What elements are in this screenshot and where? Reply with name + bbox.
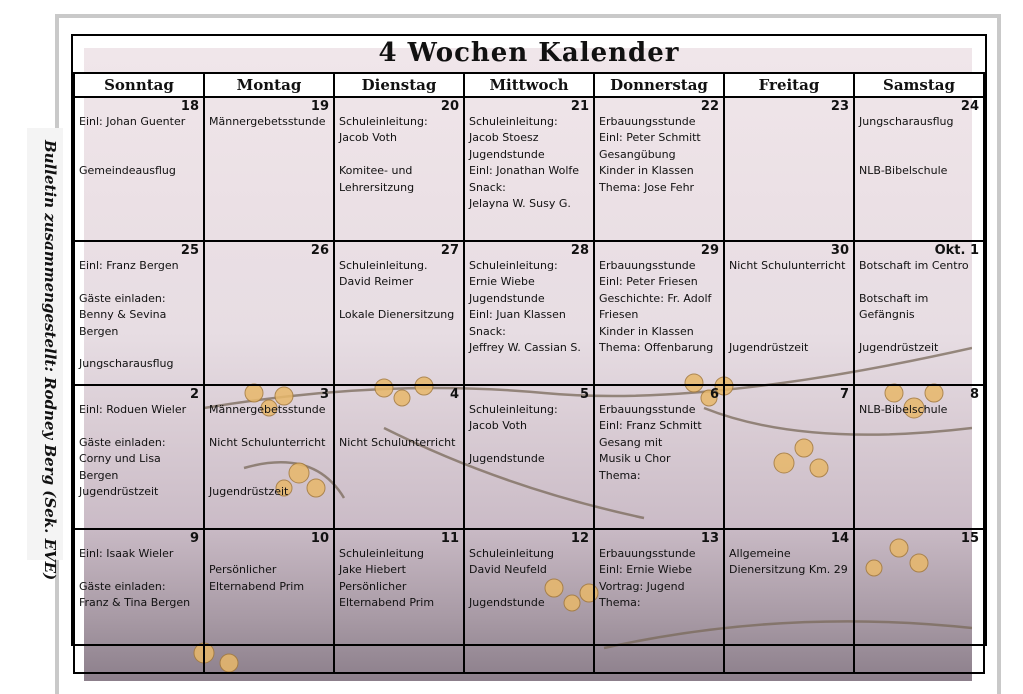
event-line: Gesangübung — [599, 147, 676, 161]
event-line: Einl: Roduen Wieler — [79, 403, 187, 416]
day-number: 4 — [449, 387, 459, 402]
day-cell — [464, 97, 594, 241]
event-line — [209, 468, 329, 484]
event-line: Einl: Isaak Wieler — [79, 547, 174, 560]
day-number: 14 — [830, 531, 849, 546]
day-cell — [594, 241, 724, 385]
calendar-body — [74, 97, 984, 673]
day-number: 19 — [310, 99, 329, 114]
event-line: Elternabend Prim — [339, 596, 435, 610]
event-line: David Neufeld — [469, 563, 547, 577]
weekday-header: Montag — [204, 73, 334, 97]
event-line: NLB-Bibelschule — [859, 164, 948, 178]
event-line: Komitee- und — [339, 164, 413, 178]
day-number: 22 — [700, 99, 719, 114]
day-cell — [74, 385, 204, 529]
event-line: Jugendrüstzeit — [859, 341, 939, 354]
day-number: 25 — [180, 243, 199, 258]
event-line: Einl: Peter Schmitt — [599, 131, 701, 145]
week-row — [74, 241, 984, 385]
day-number: 6 — [709, 387, 719, 402]
event-line: Persönlicher — [339, 579, 407, 593]
event-line: Thema: — [599, 468, 641, 482]
day-cell — [74, 529, 204, 673]
day-cell — [854, 529, 984, 673]
day-number: Okt. 1 — [934, 243, 979, 258]
event-line: Snack: — [469, 324, 506, 338]
event-line: Bergen — [79, 468, 119, 482]
event-line: Botschaft im Centro — [859, 259, 969, 272]
event-line: Ernie Wiebe — [469, 275, 535, 289]
day-cell — [594, 529, 724, 673]
day-number: 30 — [830, 243, 849, 258]
day-number: 20 — [440, 99, 459, 114]
day-cell — [464, 241, 594, 385]
event-line: Botschaft im — [859, 291, 929, 305]
event-line: Erbauungsstunde — [599, 547, 696, 560]
event-line — [729, 307, 849, 323]
event-line: Jacob Stoesz — [469, 131, 539, 145]
event-line: Schuleinleitung: — [469, 115, 558, 128]
event-line: Nicht Schulunterricht — [209, 435, 326, 449]
calendar — [71, 34, 987, 646]
day-cell — [724, 529, 854, 673]
event-line: Jacob Voth — [339, 131, 397, 145]
event-line: Männergebetsstunde — [209, 403, 326, 416]
event-line: Gesang mit — [599, 435, 663, 449]
event-line: Lokale Dienersitzung — [339, 308, 455, 322]
event-line: Jungscharausflug — [859, 115, 954, 128]
day-number: 7 — [839, 387, 849, 402]
day-number: 9 — [189, 531, 199, 546]
day-cell — [334, 97, 464, 241]
event-line — [859, 274, 979, 290]
day-cell — [204, 97, 334, 241]
weekday-header: Donnerstag — [594, 73, 724, 97]
event-line: Geschichte: Fr. Adolf — [599, 291, 712, 305]
weekday-header: Dienstag — [334, 73, 464, 97]
event-line — [79, 274, 199, 290]
event-line: Schuleinleitung — [339, 547, 424, 560]
event-line: Jugendstunde — [469, 147, 545, 161]
day-cell — [464, 529, 594, 673]
event-line — [209, 418, 329, 434]
event-line: Einl: Franz Schmitt — [599, 419, 702, 433]
day-number: 12 — [570, 531, 589, 546]
weekday-header-row — [74, 73, 984, 97]
event-line: Männergebetsstunde — [209, 115, 326, 128]
day-cell — [854, 97, 984, 241]
event-line — [339, 418, 459, 434]
event-line: Vortrag: Jugend — [599, 579, 685, 593]
calendar-title: 4 Wochen Kalender — [378, 38, 680, 68]
event-line: Einl: Juan Klassen — [469, 308, 566, 322]
event-line: Nicht Schulunterricht — [339, 435, 456, 449]
event-line: Gäste einladen: — [79, 291, 166, 305]
event-line: Jeffrey W. Cassian S. — [469, 341, 581, 355]
event-line: Schuleinleitung: — [469, 403, 558, 416]
event-line: Thema: Offenbarung — [599, 341, 714, 355]
event-line: Jungscharausflug — [79, 357, 174, 371]
event-line — [79, 340, 199, 356]
day-cell — [594, 97, 724, 241]
day-number: 29 — [700, 243, 719, 258]
day-cell — [334, 241, 464, 385]
event-line: Erbauungsstunde — [599, 259, 696, 272]
event-line — [729, 291, 849, 307]
event-line: Einl: Ernie Wiebe — [599, 563, 693, 577]
day-number: 11 — [440, 531, 459, 546]
event-line: Erbauungsstunde — [599, 403, 696, 416]
event-line: Einl: Franz Bergen — [79, 259, 179, 272]
event-line: Jugendstunde — [469, 596, 545, 610]
event-line — [859, 130, 979, 146]
day-number: 27 — [440, 243, 459, 258]
event-line — [729, 324, 849, 340]
event-line — [859, 324, 979, 340]
day-cell — [74, 241, 204, 385]
event-line — [469, 435, 589, 451]
weekday-header: Freitag — [724, 73, 854, 97]
event-line — [339, 402, 459, 418]
event-line: Benny & Sevina — [79, 308, 167, 322]
event-line: Kinder in Klassen — [599, 164, 694, 178]
day-number: 13 — [700, 531, 719, 546]
day-cell — [854, 241, 984, 385]
event-line — [79, 147, 199, 163]
event-line — [209, 451, 329, 467]
day-number: 28 — [570, 243, 589, 258]
day-number: 8 — [969, 387, 979, 402]
event-line: Jugendstunde — [469, 291, 545, 305]
event-line: Schuleinleitung — [469, 547, 554, 560]
event-line — [469, 579, 589, 595]
event-line: David Reimer — [339, 275, 414, 289]
event-line: Dienersitzung Km. 29 — [729, 563, 848, 577]
event-line: Persönlicher — [209, 563, 277, 577]
week-row — [74, 529, 984, 673]
day-number: 5 — [579, 387, 589, 402]
event-line — [729, 274, 849, 290]
day-number: 2 — [189, 387, 199, 402]
event-line: Musik u Chor — [599, 452, 671, 466]
event-line: Jugendrüstzeit — [209, 484, 289, 498]
weekday-header: Samstag — [854, 73, 984, 97]
event-line — [79, 562, 199, 578]
event-line: Gemeindeausflug — [79, 164, 176, 178]
event-line: Einl: Peter Friesen — [599, 275, 698, 289]
calendar-grid — [73, 72, 985, 674]
event-line — [339, 147, 459, 163]
day-number: 21 — [570, 99, 589, 114]
event-line: Snack: — [469, 180, 506, 194]
event-line: Einl: Jonathan Wolfe — [469, 164, 580, 178]
event-line — [339, 291, 459, 307]
event-line — [79, 130, 199, 146]
event-line: Franz & Tina Bergen — [79, 596, 191, 610]
event-line: Jugendrüstzeit — [729, 340, 809, 354]
day-cell — [204, 241, 334, 385]
event-line: Jacob Voth — [469, 419, 527, 433]
day-cell — [204, 529, 334, 673]
week-row — [74, 385, 984, 529]
sidebar-credit: Bulletin zusammengestellt: Rodney Berg (Sek. EVE) — [41, 140, 59, 581]
event-line: Thema: — [599, 596, 641, 610]
day-cell — [724, 97, 854, 241]
event-line: Jelayna W. Susy G. — [469, 197, 571, 211]
day-cell — [724, 385, 854, 529]
day-cell — [854, 385, 984, 529]
event-line: Erbauungsstunde — [599, 115, 696, 128]
day-number: 18 — [180, 99, 199, 114]
event-line: Friesen — [599, 308, 639, 322]
day-cell — [74, 97, 204, 241]
event-line — [859, 147, 979, 163]
weekday-header: Mittwoch — [464, 73, 594, 97]
event-line: Elternabend Prim — [209, 579, 305, 593]
event-line: Gäste einladen: — [79, 435, 166, 449]
day-cell — [334, 529, 464, 673]
event-line: Kinder in Klassen — [599, 324, 694, 338]
day-cell — [724, 241, 854, 385]
event-line: Jake Hiebert — [339, 563, 406, 577]
day-number: 26 — [310, 243, 329, 258]
event-line: Einl: Johan Guenter — [79, 115, 186, 128]
event-line: Lehrersitzung — [339, 180, 415, 194]
day-number: 23 — [830, 99, 849, 114]
event-line: Bergen — [79, 324, 119, 338]
event-line: NLB-Bibelschule — [859, 403, 948, 416]
day-number: 3 — [319, 387, 329, 402]
event-line: Schuleinleitung: — [469, 259, 558, 272]
event-line — [79, 418, 199, 434]
event-line: Jugendrüstzeit — [79, 485, 159, 499]
day-cell — [334, 385, 464, 529]
event-line: Jugendstunde — [469, 452, 545, 466]
event-line: Gefängnis — [859, 308, 915, 322]
day-number: 10 — [310, 531, 329, 546]
event-line: Schuleinleitung: — [339, 115, 428, 128]
week-row — [74, 97, 984, 241]
day-cell — [204, 385, 334, 529]
day-number: 15 — [960, 531, 979, 546]
day-number: 24 — [960, 99, 979, 114]
event-line: Gäste einladen: — [79, 579, 166, 593]
event-line: Schuleinleitung. — [339, 259, 428, 272]
weekday-header: Sonntag — [74, 73, 204, 97]
event-line: Allgemeine — [729, 547, 791, 560]
event-line — [209, 546, 329, 562]
event-line: Corny und Lisa — [79, 452, 161, 466]
event-line: Nicht Schulunterricht — [729, 259, 846, 272]
day-cell — [594, 385, 724, 529]
event-line: Thema: Jose Fehr — [599, 180, 695, 194]
day-cell — [464, 385, 594, 529]
